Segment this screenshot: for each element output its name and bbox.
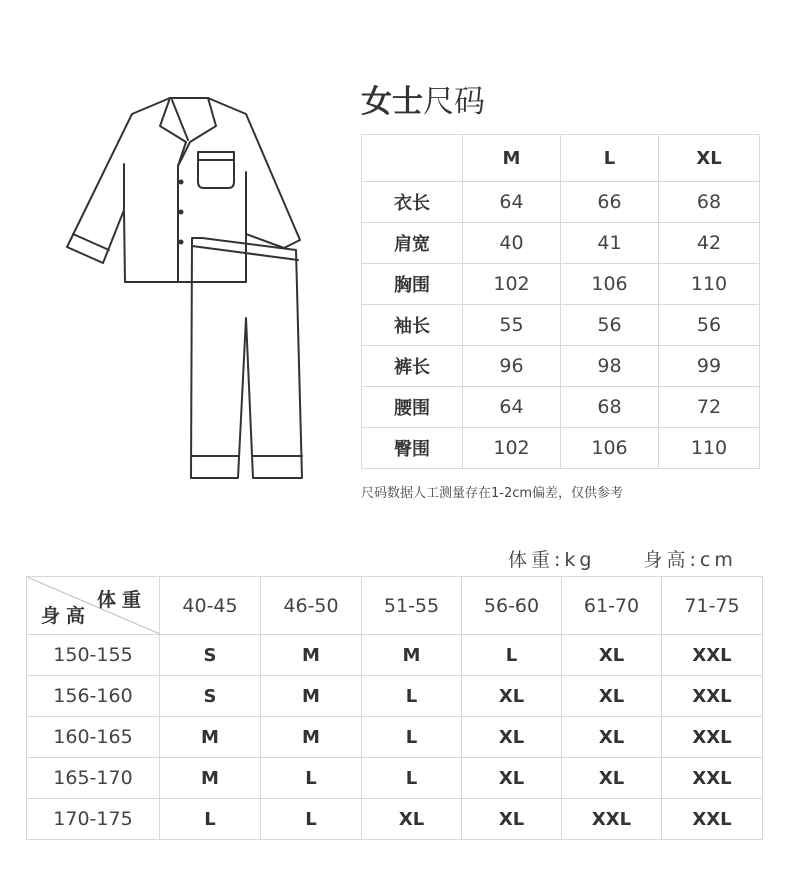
weight-header: 51-55 [362, 577, 462, 635]
header-cell [362, 135, 463, 182]
table-cell: 98 [561, 346, 659, 387]
height-label: 150-155 [27, 635, 160, 676]
table-cell: 55 [463, 305, 561, 346]
size-cell: XL [362, 799, 462, 840]
size-cell: XXL [662, 758, 763, 799]
weight-header: 56-60 [462, 577, 562, 635]
table-row [362, 223, 760, 264]
height-unit: 身高:cm [643, 549, 737, 571]
row-label: 袖长 [362, 305, 463, 346]
size-cell: XXL [662, 799, 763, 840]
size-cell: XL [462, 758, 562, 799]
height-label: 165-170 [27, 758, 160, 799]
size-fit-table [26, 576, 763, 840]
title-light: 尺码 [423, 84, 485, 120]
table-row [362, 428, 760, 469]
table-cell: 99 [659, 346, 760, 387]
table-row [362, 346, 760, 387]
table-cell: 56 [659, 305, 760, 346]
table-cell: 56 [561, 305, 659, 346]
size-cell: XL [562, 676, 662, 717]
size-cell: XXL [662, 676, 763, 717]
size-cell: M [362, 635, 462, 676]
table-header-row [362, 135, 760, 182]
height-label: 156-160 [27, 676, 160, 717]
size-cell: XXL [662, 717, 763, 758]
table-row [27, 758, 763, 799]
size-cell: S [160, 676, 261, 717]
row-label: 衣长 [362, 182, 463, 223]
table-cell: 96 [463, 346, 561, 387]
corner-weight-label: 体重 [96, 589, 147, 611]
table-cell: 72 [659, 387, 760, 428]
height-label: 160-165 [27, 717, 160, 758]
table-row [362, 387, 760, 428]
table-cell: 110 [659, 264, 760, 305]
table-row [362, 182, 760, 223]
weight-unit: 体重:kg [508, 549, 596, 571]
height-label: 170-175 [27, 799, 160, 840]
size-cell: M [261, 676, 362, 717]
corner-height-label: 身高 [41, 605, 92, 627]
pajama-illustration [60, 92, 310, 482]
table-cell: 42 [659, 223, 760, 264]
size-cell: XL [562, 635, 662, 676]
size-cell: L [261, 799, 362, 840]
table-cell: 64 [463, 182, 561, 223]
measurement-note: 尺码数据人工测量存在1-2cm偏差，仅供参考 [361, 486, 624, 501]
row-label: 裤长 [362, 346, 463, 387]
table-row [27, 635, 763, 676]
size-cell: L [362, 676, 462, 717]
table-cell: 41 [561, 223, 659, 264]
header-cell: XL [659, 135, 760, 182]
size-cell: XL [462, 676, 562, 717]
table-cell: 102 [463, 264, 561, 305]
table-cell: 68 [659, 182, 760, 223]
size-cell: L [362, 717, 462, 758]
weight-header: 40-45 [160, 577, 261, 635]
header-cell: L [561, 135, 659, 182]
table-cell: 106 [561, 428, 659, 469]
table-row [27, 717, 763, 758]
size-cell: XL [562, 717, 662, 758]
row-label: 肩宽 [362, 223, 463, 264]
table-row [362, 264, 760, 305]
table-row [27, 676, 763, 717]
table-row [27, 799, 763, 840]
row-label: 臀围 [362, 428, 463, 469]
size-cell: M [160, 758, 261, 799]
size-cell: M [160, 717, 261, 758]
header-cell: M [463, 135, 561, 182]
size-cell: XL [462, 717, 562, 758]
size-cell: L [462, 635, 562, 676]
row-label: 胸围 [362, 264, 463, 305]
size-cell: L [261, 758, 362, 799]
table-cell: 106 [561, 264, 659, 305]
size-cell: S [160, 635, 261, 676]
size-cell: M [261, 717, 362, 758]
table-cell: 66 [561, 182, 659, 223]
size-cell: M [261, 635, 362, 676]
size-cell: XL [462, 799, 562, 840]
row-label: 腰围 [362, 387, 463, 428]
page-title [361, 82, 485, 122]
corner-cell [27, 577, 160, 635]
table-cell: 110 [659, 428, 760, 469]
title-bold: 女士 [361, 84, 423, 120]
table-row [362, 305, 760, 346]
size-cell: L [160, 799, 261, 840]
table-cell: 40 [463, 223, 561, 264]
table-cell: 64 [463, 387, 561, 428]
table-cell: 102 [463, 428, 561, 469]
units-legend [508, 545, 737, 572]
table-header-row [27, 577, 763, 635]
size-cell: XXL [662, 635, 763, 676]
size-cell: XL [562, 758, 662, 799]
size-measurement-table [361, 134, 760, 469]
size-cell: XXL [562, 799, 662, 840]
weight-header: 71-75 [662, 577, 763, 635]
table-cell: 68 [561, 387, 659, 428]
weight-header: 61-70 [562, 577, 662, 635]
weight-header: 46-50 [261, 577, 362, 635]
size-cell: L [362, 758, 462, 799]
